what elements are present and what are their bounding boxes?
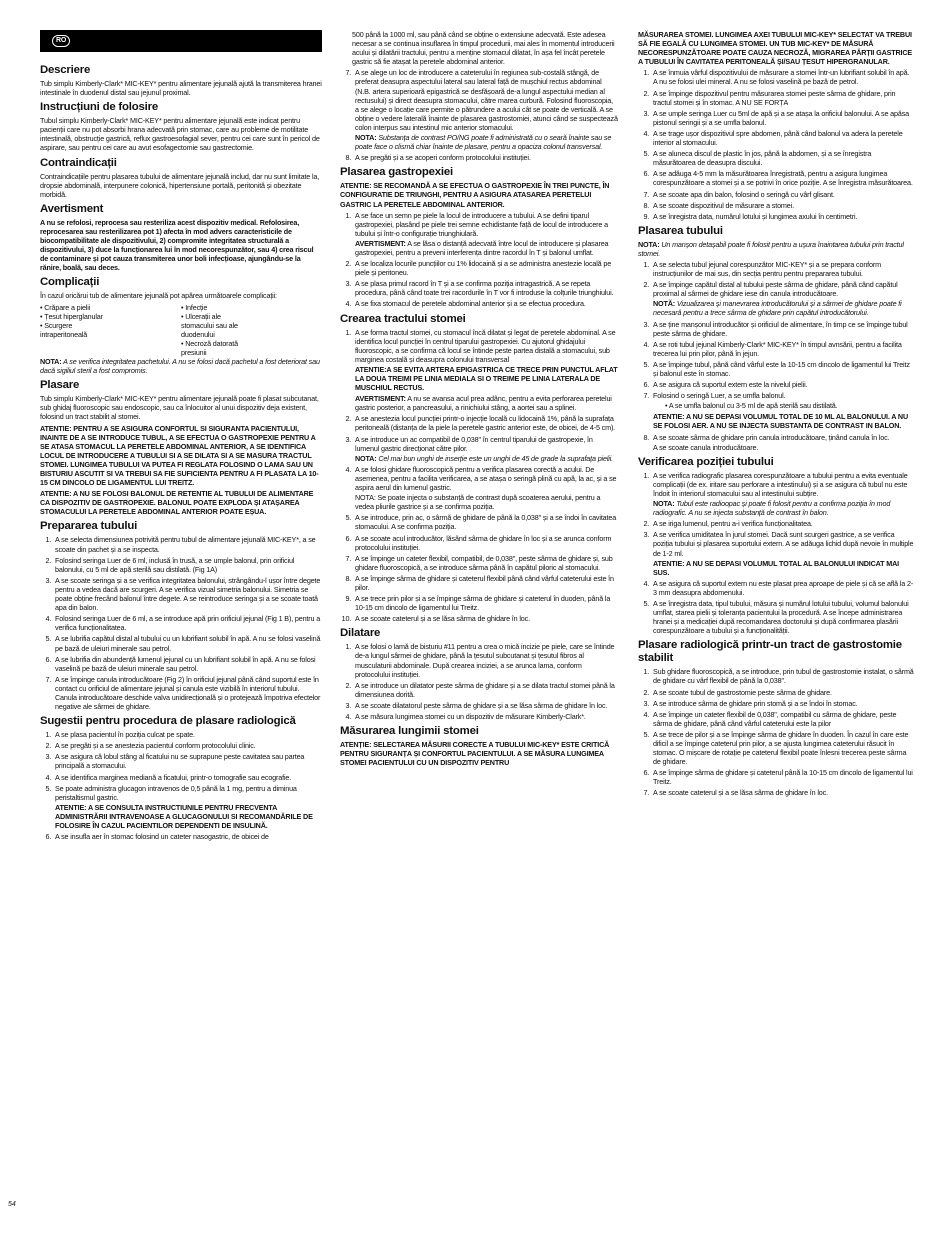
note-text: Tubul este radioopac și poate fi folosit pentru a confirma poziția în mod radiografic. A nu se injecta substanță de contrast în balon.	[653, 499, 891, 518]
paragraph-instructiuni: Tubul simplu Kimberly-Clark* MIC-KEY* pentru alimentare jejunală este indicat pentru pacienții care nu pot absorbi hrana adecvată prin stomac, care au probleme de motilitate intestinală, obstrucție gastrică, reflux gastroesofagial sever, pentru cei care sunt în pericol de aspirare, sau pentru cei care au avut esofagectomie sau gastrectomie.	[40, 116, 320, 153]
list-item: 1. Sub ghidare fluoroscopică, a se introduce, prin tubul de gastrostomie instalat, o sârmă de ghidare cu vârf flexibil de până la 0,038".	[651, 667, 914, 685]
heading-verificarea-pozitiei: Verificarea poziției tubului	[638, 455, 774, 468]
item-text: A se alege un loc de introducere a cateterului în regiunea sub-costală stângă, de preferat deasupra aspectului lateral sau lateral față de mușchiul rectus abdominal (N.B. artera superioară epigastrică se desfășoară de-a lungul aspectului median al rectusului) și direct deasupra stomacului, către marea curbură. Folosind fluoroscopia, a se alege o locație care permite o pătrundere a acului cât se poate de verticală. A se obține o vedere laterală înainte de plasarea gastrostomiei, atunci când se suspectează colon interpus sau intestinul mic anterior stomacului.	[355, 68, 618, 132]
list-item: 5. A se lubrifia capătul distal al tubului cu un lubrifiant solubil în apă. A nu se folosi vaselină pe bază de uleiuri minerale sau petrol.	[53, 634, 322, 652]
list-item: 8. A se pregăti și a se acoperi conform protocolului instituției.	[353, 153, 618, 162]
list-item: 2. A se pregăti și a se anestezia pacientul conform protocolului clinic.	[53, 741, 322, 750]
list-item	[353, 68, 618, 151]
list-item: 3. A se scoate seringa și a se verifica integritatea balonului, strângându-l ușor între degete pentru a vedea dacă are scurgeri. A se verifica vizual simetria balonului. Simetria se poate obține frecând balonul între degete. A se reintroduce seringa și a se scoate toată apa din balon.	[53, 576, 322, 612]
column-3	[638, 30, 914, 800]
list-item: 6. A se scoate acul introducător, lăsând sârma de ghidare în loc și a se arunca conform protocolului instituției.	[353, 534, 618, 552]
note-text: Substanța de contrast PO/NG poate fi administrată cu o seară înainte sau se poate face o clismă chiar înainte de plasare, pentru a opaciza colonul transversal.	[355, 133, 612, 152]
paragraph-complicatii: În cazul oricărui tub de alimentare jejunală pot apărea următoarele complicații:	[40, 291, 277, 301]
note-sleeve	[638, 240, 914, 258]
item-subtext: A se scoate canula introducătoare.	[653, 442, 759, 452]
list-item	[651, 471, 914, 517]
note-label: NOTĂ:	[653, 299, 676, 309]
note-label: NOTA:	[638, 239, 660, 249]
heading-descriere: Descriere	[40, 64, 91, 76]
list-item: 2. A se introduce un dilatator peste sârma de ghidare și a se dilata tractul stomei până la dimensiunea dorită.	[353, 681, 618, 699]
heading-prepararea-tubului: Prepararea tubului	[40, 520, 138, 533]
list-item	[353, 211, 618, 257]
list-item: • Infecție	[181, 302, 208, 312]
heading-plasarea-gastropexiei: Plasarea gastropexiei	[340, 166, 453, 179]
list-verificare	[638, 471, 914, 636]
item-text: Folosind o seringă Luer, a se umfla balonul.	[653, 391, 786, 401]
list-masurare	[638, 68, 914, 220]
paragraph-contraindicatii: Contraindicațiile pentru plasarea tubului de alimentare jejunală includ, dar nu sunt limitate la, dropsie abdominală, interpunere colonică, hipertensiune portală, peritonită și obezitate morbidă.	[40, 171, 320, 199]
list-item: • Necroză datorată presiunii	[181, 338, 238, 357]
note-text: Vizualizarea și manevrarea introducătorului și a sârmei de ghidare poate fi necesară pentru a trece sârma de ghidare prin capătul introducătorului.	[653, 299, 902, 318]
item-text: A se scoate sârma de ghidare prin canula introducătoare, ținând canula în loc.	[653, 432, 890, 442]
list-item: 6. A se asigura că suportul extern este la nivelul pielii.	[651, 380, 914, 389]
caution-balloon: ATENTIE: A NU SE FOLOSI BALONUL DE RETENTIE AL TUBULUI DE ALIMENTARE CA DISPOZITIV DE GASTROPEXIE. BALONUL POATE EXPLODA ȘI ATAȘAREA STOMACULUI LA PERETELE ABDOMINAL ANTERIOR POATE EȘUA.	[40, 489, 314, 517]
heading-instructiuni: Instrucțiuni de folosire	[40, 101, 158, 114]
item-text: A se forma tractul stomei, cu stomacul încă dilatat și legat de peretele abdominal. A se identifica locul puncției în centrul tiparului gastropexiei. Cu ajutorul ghidajului fluoroscopic, a se confirma că locul se întinde peste partea distală a stomacului, sub marginea costală și deasupra colonului transversal	[355, 327, 616, 364]
warning-distance	[355, 239, 618, 257]
item-text: A se folosi ghidare fluoroscopică pentru a verifica plasarea corectă a acului. De asemenea, pentru a facilita verificarea, a se atașa o seringă plină cu apă, la ac, și a se aspira aerul din lumenul gastric.	[355, 464, 617, 493]
caution-artery: ATENTIE:A SE EVITA ARTERA EPIGASTRICA CE TRECE PRIN PUNCTUL AFLAT LA DOUA TREIMI PE LINIA MEDIALA SI O TREIME PE LINIA LATERALA DE MUSCHIUL RECTUS.	[355, 364, 618, 393]
list-dilatare	[340, 642, 618, 721]
list-item: 2. Folosind seringa Luer de 6 ml, inclusă în trusă, a se umple balonul, prin orificiul balonului, cu 5 ml de apă sterilă sau distilată. (Fig 1A)	[53, 556, 322, 574]
list-item: 1. A se selecta tubul jejunal corespunzător MIC-KEY* și a se prepara conform instrucțiunilor de mai sus, din secția pentru pentru prepararea tubului.	[651, 260, 914, 278]
heading-plasare-radiologica-tract: Plasare radiologică printr-un tract de gastrostomie stabilit	[638, 639, 902, 665]
list-item: • Scurgere intraperitoneală	[40, 320, 88, 339]
note-radiopaque	[653, 499, 914, 517]
list-radiologica-cont	[340, 68, 618, 162]
list-item: 8. A se împinge sârma de ghidare și cateterul flexibil până când vârful cateterului este în pilor.	[353, 574, 618, 592]
heading-avertisment: Avertisment	[40, 202, 104, 215]
list-item: 4. A se împinge un cateter flexibil de 0,038", compatibil cu sârma de ghidare, peste sârma de ghidare, până când vârful cateterului este la pilor	[651, 710, 914, 728]
list-item: 2. A se localiza locurile puncțiilor cu 1% lidocaină și a se administra anestezie locală pe piele și peritoneu.	[353, 259, 618, 277]
note-text: Un manșon detașabil poate fi folosit pentru a ușura înaintarea tubului prin tractul stomei.	[638, 239, 904, 258]
list-item: 5. A se înregistra data, tipul tubului, măsura și numărul lotului tubului, volumul balonului umflat, starea pielii și toleranța pacientului la procedură. A se începe administrarea hranei și a medicației după recomandarea doctorului și după confirmarea plasării corespunzătoare a tubului și a funcționalității.	[651, 599, 914, 635]
list-item: 6. A se adăuga 4-5 mm la măsurătoarea înregistrată, pentru a asigura lungimea corespunzătoare a stomei și a se potrivi în orice poziție. A se înregistra măsurătoarea.	[651, 169, 914, 187]
list-item: 8. A se scoate dispozitivul de măsurare a stomei.	[651, 201, 914, 210]
note-label: NOTA:	[653, 499, 675, 509]
note-label: NOTA:	[355, 453, 377, 463]
item-text: A se verifica umiditatea în jurul stomei. Dacă sunt scurgeri gastrice, a se verifica poziția tubului și plasarea suportului extern. A se adăuga lichid după nevoie în multiple de 1-2 ml.	[653, 530, 914, 558]
list-item: 5. A se introduce, prin ac, o sârmă de ghidare de până la 0,038" și a se îndoi în cavitatea stomacului. A se confirma poziția.	[353, 513, 618, 531]
list-item	[651, 391, 914, 430]
list-tract	[340, 328, 618, 624]
list-item	[651, 280, 914, 317]
bullet-inflate: • A se umfla balonul cu 3-5 ml de apă sterilă sau distilată.	[665, 401, 838, 411]
list-item: 3. A se scoate dilatatorul peste sârma de ghidare și a se lăsa sârma de ghidare în loc.	[353, 701, 618, 710]
list-item: 3. A se asigura că lobul stâng al ficatului nu se suprapune peste cavitatea sau partea principală a stomacului.	[53, 752, 322, 770]
list-item: 4. A se fixa stomacul de peretele abdominal anterior și a se efectua procedura.	[353, 299, 618, 308]
list-item: 4. A se trage ușor dispozitivul spre abdomen, până când balonul va adera la peretele interior al stomacului.	[651, 129, 914, 147]
caution-total-volume: ATENTIE: A NU SE DEPASI VOLUMUL TOTAL AL BALONULUI INDICAT MAI SUS.	[653, 558, 899, 577]
list-radiologica-tract	[638, 667, 914, 797]
list-plasare-tub	[638, 260, 914, 452]
note-text: Cel mai bun unghi de inserție este un unghi de 45 de grade la suprafața pielii.	[376, 453, 614, 463]
item-text: A se împinge capătul distal al tubului peste sârma de ghidare, până când capătul proximal al sârmei de ghidare iese din canula introducătoare.	[653, 280, 898, 299]
list-item	[353, 328, 618, 413]
list-item: 1. A se selecta dimensiunea potrivită pentru tubul de alimentare jejunală MIC-KEY*, a se scoate din pachet și a se inspecta.	[53, 535, 322, 553]
heading-complicatii: Complicații	[40, 276, 100, 289]
caution-measure-cont: MĂSURAREA STOMEI. LUNGIMEA AXEI TUBULUI MIC-KEY* SELECTAT VA TREBUI SĂ FIE EGALĂ CU LUNGIMEA STOMEI. UN TUB MIC-KEY* DE MĂSURĂ NECORESPUNZĂTOARE POATE CAUZA NECROZĂ, MIGRAREA PĂRȚII GASTRICE A TUBULUI ÎN CAVITATEA PERITONEALĂ ȘI/SAU ȚESUT HIPERGRANULAR.	[638, 30, 913, 67]
warning-text: A nu se avansa acul prea adânc, pentru a evita perforarea peretelui gastric posterior, a pancreasului, a rinichiului stâng, a aortei sau a splinei.	[355, 394, 612, 413]
list-item: • Ulcerații ale stomacului sau ale duodenului	[181, 311, 238, 339]
note-visualize	[653, 299, 914, 317]
list-prepararea	[40, 535, 322, 711]
item-text: Se poate administra glucagon intravenos de 0,5 până la 1 mg, pentru a diminua peristaltismul gastric.	[55, 783, 297, 802]
list-item: 10. A se scoate cateterul și a se lăsa sârma de ghidare în loc.	[353, 614, 618, 623]
warning-label: AVERTISMENT:	[355, 394, 406, 404]
list-item: 2. A se scoate tubul de gastrostomie peste sârma de ghidare.	[651, 688, 914, 697]
column-1	[40, 30, 322, 843]
list-item: 4. A se roti tubul jejunal Kimberly-Clark* MIC-KEY* în timpul avnsării, pentru a facilita trecerea lui prin pilor, până în jejun.	[651, 340, 914, 358]
list-item: 5. A se trece de pilor și a se împinge sârma de ghidare în duoden. În cazul în care este dificil a se împinge cateterul prin pilor, a se ajusta lungimea cateterului răsucit în stomac. O mișcare de rotație pe cateterul flexibil poate înlesni trecerea peste sârma de ghidare.	[651, 730, 914, 766]
warning-needle	[355, 394, 618, 412]
list-item: 6. A se lubrifia din abundență lumenul jejunal cu un lubrifiant solubil în apă. A nu se folosi vaselină pe bază de uleiuri minerale sau petrol.	[53, 655, 322, 673]
complications-right	[181, 303, 322, 358]
note-text: A se verifica integritatea pachetului. A nu se folosi dacă pachetul a fost deteriorat sau dacă sigiliul steril a fost compromis.	[40, 357, 320, 376]
note-angle	[355, 454, 618, 463]
heading-contraindicatii: Contraindicații	[40, 156, 117, 169]
list-item	[53, 784, 322, 830]
item-text: A se face un semn pe piele la locul de introducere a tubului. A se defini tiparul gastropexiei, plasând pe piele trei semne echidistante față de locul de introducere a tubului și într-o configurație triunghiulară.	[355, 210, 608, 238]
language-bar	[40, 30, 322, 52]
complications-list	[40, 303, 322, 358]
item-text: A se verifica radiografic plasarea corespunzătoare a tubului pentru a evita eventuale complicații (de ex. iritare sau perforare a intestinului) și a se asigura că tubul nu este îndoit în interiorul stomacului sau al intestinului subțire.	[653, 470, 908, 498]
list-item	[353, 435, 618, 463]
heading-plasare: Plasare	[40, 379, 80, 392]
caution-three-point: ATENTIE: SE RECOMANDĂ A SE EFECTUA O GASTROPEXIE ÎN TREI PUNCTE, ÎN CONFIGURATIE DE TRIUNGHI, PENTRU A ASIGURA ATASAREA PERETELUI GASTRIC LA PERETELE ABDOMINAL ANTERIOR.	[340, 181, 610, 209]
heading-plasarea-tubului: Plasarea tubului	[638, 224, 723, 237]
list-item	[651, 530, 914, 576]
list-item: 2. A se anestezia locul puncției printr-o injecție locală cu lidocaină 1%, până la suprafața peritoneală (distanța de la piele la peretele gastric anterior este, de obicei, de 4-5 cm).	[353, 414, 618, 432]
warning-text: A se lăsa o distanță adecvată între locul de introducere și plasarea gastropexiei, pentru a preveni interferența dintre racordul în T și balonul umflat.	[355, 238, 609, 257]
list-item: 1. A se plasa pacientul în poziția culcat pe spate.	[53, 730, 322, 739]
note-label: NOTA:	[40, 357, 62, 367]
paragraph-avertisment: A nu se refolosi, reprocesa sau resteriliza acest dispozitiv medical. Refolosirea, reprocesarea sau resterilizarea pot 1) afecta în mod advers caracteristicile de biocompatibilitate ale dispozitivului, 2) compromite integritatea structurală a dispozitivului, 3) duce la funcționarea lui în mod necorespunzător, sau 4) crea riscul de contaminare și pot cauza transmiterea unor boli infecțioase, ajungându-se la rănire, boală, sau deces.	[40, 217, 314, 273]
list-item: • Crăpare a pielii	[40, 302, 91, 312]
heading-sugestii-radiologica: Sugestii pentru procedura de plasare radiologică	[40, 715, 296, 728]
column-2	[340, 30, 618, 769]
list-item: • Țesut hiperglanular	[40, 311, 103, 321]
list-item: 6. A se împinge sârma de ghidare și cateterul până la 10-15 cm dincolo de ligamentul lui Treitz.	[651, 768, 914, 786]
note-contrast	[355, 133, 618, 151]
caution-balloon-volume: ATENTIE: A NU SE DEPASI VOLUMUL TOTAL DE 10 ML AL BALONULUI. A NU SE FOLOSI AER. A NU SE INJECTA SUBSTANTA DE CONTRAST IN BALON.	[653, 412, 908, 431]
list-item: 3. A se umple seringa Luer cu 5ml de apă și a se atașa la orificiul balonului. A se apăsa pistonul seringii și a se umfla balonul.	[651, 109, 914, 127]
paragraph-continuation: 500 până la 1000 ml, sau până când se obține o extensiune adecvată. Este adesea necesar a se continua insuflarea în timpul procedurii, mai ales în momentul introducerii acului și dilatării tractului, pentru a menține stomacul dilatat, în așa fel încât peretele gastric să fie atașat la peretele abdominal anterior.	[352, 30, 615, 67]
list-item: 2. A se împinge dispozitivul pentru măsurarea stomei peste sârma de ghidare, prin tractul stomei și în stomac. A NU SE FORȚA	[651, 89, 914, 107]
list-item: 7. A se scoate apa din balon, folosind o seringă cu vârf glisant.	[651, 190, 914, 199]
list-item	[651, 433, 914, 452]
caution-measure: ATENȚIE: SELECTAREA MĂSURII CORECTE A TUBULUI MIC-KEY* ESTE CRITICĂ PENTRU SIGURANȚA ȘI CONFORTUL PACIENTULUI. A SE MĂSURA LUNGIMEA STOMEI PACIENTULUI CU UN DISPOZITIV PENTRU	[340, 740, 610, 768]
list-item: 9. A se înregistra data, numărul lotului și lungimea axului în centimetri.	[651, 212, 914, 221]
list-item: 7. A se scoate cateterul și a se lăsa sârma de ghidare în loc.	[651, 788, 914, 797]
list-item: 4. A se măsura lungimea stomei cu un dispozitiv de măsurare Kimberly-Clark*.	[353, 712, 618, 721]
list-item: 4. A se identifica marginea mediană a ficatului, printr-o tomografie sau ecografie.	[53, 773, 322, 782]
language-code-badge: RO	[52, 35, 70, 47]
list-item: 7. A se împinge un cateter flexibil, compatibil, de 0,038", peste sârma de ghidare și, sub ghidare fluoroscopică, a se introduce sârma până în capătul piloric al stomacului.	[353, 554, 618, 572]
list-item: 6. A se insufla aer în stomac folosind un cateter nasogastric, de obicei de	[53, 832, 322, 841]
list-item: 5. A se împinge tubul, până când vârful este la 10-15 cm dincolo de ligamentul lui Treitz și balonul este în stomac.	[651, 360, 914, 378]
list-item: 5. A se aluneca discul de plastic în jos, până la abdomen, și a se înregistra măsurătoarea de deasupra discului.	[651, 149, 914, 167]
list-item: 3. A se ține manșonul introducător și orificiul de alimentare, în timp ce se împinge tubul peste sârma de ghidare.	[651, 320, 914, 338]
list-item: 1. A se folosi o lamă de bisturiu #11 pentru a crea o mică incizie pe piele, care se întinde de-a lungul sârmei de ghidare, până la țesutul subcutanat și țesutul fibros al musculaturii abdominale. După crearea inciziei, a se arunca lama, conform protocolului instituției.	[353, 642, 618, 678]
note-contrast-inject: NOTA: Se poate injecta o substanță de contrast după scoaterea aerului, pentru a vedea pliurile gastrice și a se confirma poziția.	[355, 493, 601, 512]
list-item	[353, 465, 618, 511]
list-item: 1. A se înmuia vârful dispozitivului de măsurare a stomei într-un lubrifiant solubil în apă. A nu se folosi ulei mineral. A nu se folosi vaselină pe bază de petrol.	[651, 68, 914, 86]
caution-glucagon: ATENTIE: A SE CONSULTA INSTRUCTIUNILE PENTRU FRECVENTA ADMINISTRĂRII INTRAVENOASE A GLUCAGONULUI SI RECOMANDĂRILE DE FOLOSIRE ÎN CAZUL PACIENTILOR DEPENDENTI DE INSULINĂ.	[55, 802, 313, 830]
list-item: 9. A se trece prin pilor și a se împinge sârma de ghidare și cateterul în duoden, până la 10-15 cm dincolo de ligamentul lui Treitz.	[353, 594, 618, 612]
list-item: 4. A se asigura că suportul extern nu este plasat prea aproape de piele și că se află la 2-3 mm deasupra abdomenului.	[651, 579, 914, 597]
paragraph-descriere: Tub simplu Kimberly-Clark* MIC-KEY* pentru alimentare jejunală ajută la transmiterea hranei intestinale în duodenul distal sau jejunul proximal.	[40, 79, 322, 98]
page-number: 54	[8, 1201, 16, 1208]
list-gastropexie	[340, 211, 618, 309]
paragraph-plasare: Tub simplu Kimberly-Clark* MIC-KEY* pentru alimentare jejunală poate fi plasat subcutanat, sub ghidaj fluoroscopic sau endoscopic, sau ca înlocuitor al unui dispozitiv deja existent, folosind un tract stabilit al stomei.	[40, 394, 319, 422]
list-item: 7. A se împinge canula introducătoare (Fig 2) în orificiul jejunal până când suportul este în contact cu orificiul de alimentare jejunal și canula este vizibilă în interiorul tubului. Canula introducătoare deschide valva unidirecțională și o protejează împotriva efectelor negative ale sârmei de ghidare.	[53, 675, 322, 711]
note-label: NOTA:	[355, 133, 377, 143]
list-item: 2. A se iriga lumenul, pentru a-i verifica funcționalitatea.	[651, 519, 914, 528]
list-radiologica	[40, 730, 322, 841]
warning-label: AVERTISMENT:	[355, 238, 406, 248]
complications-left	[40, 303, 181, 358]
list-item: 4. Folosind seringa Luer de 6 ml, a se introduce apă prin orificiul jejunal (Fig 1 B), pentru a verifica funcționalitatea.	[53, 614, 322, 632]
heading-dilatare: Dilatare	[340, 627, 381, 640]
caution-gastropexy: ATENTIE: PENTRU A SE ASIGURA CONFORTUL SI SIGURANTA PACIENTULUI, INAINTE DE A SE INTRODUCE TUBUL, A SE EFECTUA O GASTROPEXIE PENTRU A SE ATASA STOMACUL LA PERETELE ABDOMINAL ANTERIOR, A SE IDENTIFICA LOCUL DE INTRODUCERE A TUBULUI SI A SE DILATA SI A SE MASURA TRACTUL STOMEI. LUNGIMEA TUBULUI VA PUTEA FI REGLATA FOLOSIND O LAMA SAU UN BISTURIU ASCUTIT SI VA TREBUI SA FIE SUFICIENTA PENTRU A FI PLASATA LA 10-15 CM DINCOLO DE LIGAMENTUL LUI TREITZ.	[40, 423, 319, 488]
list-item: 3. A se introduce sârma de ghidare prin stomă și a se îndoi în stomac.	[651, 699, 914, 708]
heading-crearea-tractului: Crearea tractului stomei	[340, 312, 466, 325]
list-item: 3. A se plasa primul racord în T și a se confirma poziția intragastrică. A se repeta procedura, până când toate trei racordurile în T vor fi introduse la colțurile triunghiului.	[353, 279, 618, 297]
note-package	[40, 357, 322, 375]
item-text: A se introduce un ac compatibil de 0,038" în centrul tiparului de gastropexie, în lumenul gastric direcționat către pilor.	[355, 434, 593, 453]
heading-masurarea-lungimii: Măsurarea lungimii stomei	[340, 725, 479, 738]
